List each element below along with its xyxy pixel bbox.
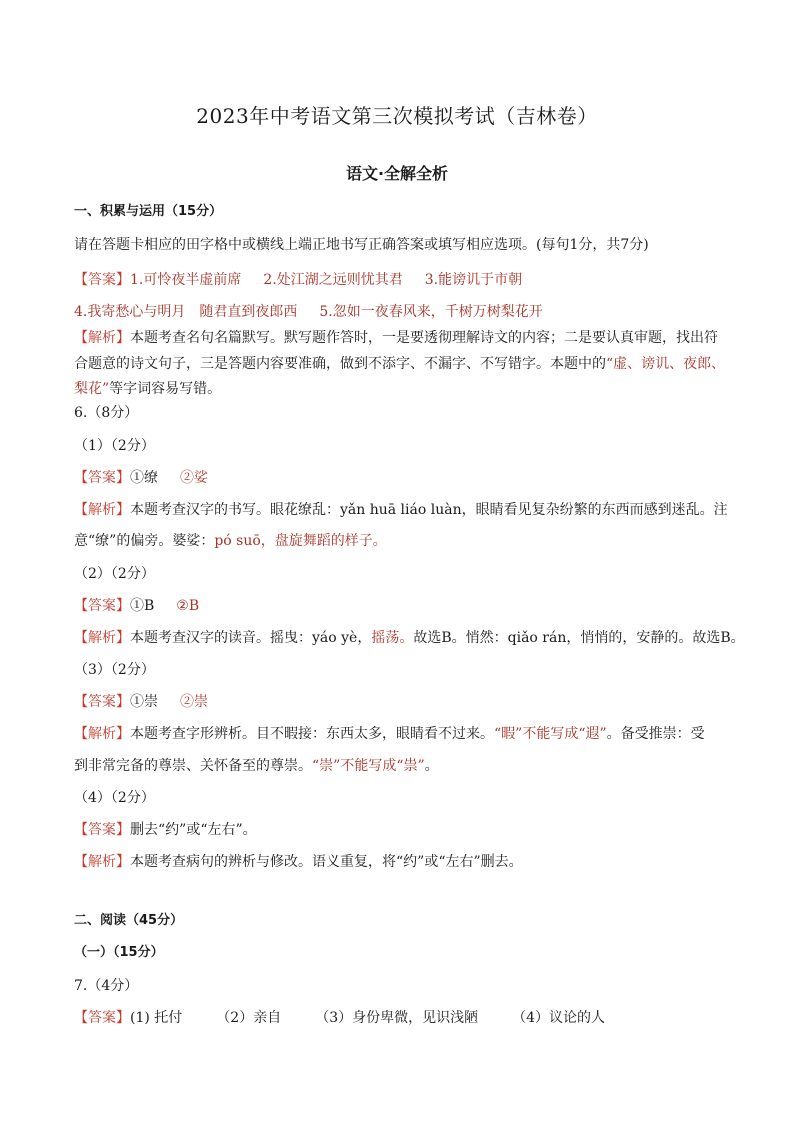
analysis-tag: 【解析】	[74, 726, 130, 742]
analysis-tag: 【解析】	[74, 630, 130, 646]
analysis-highlight: “暇”不能写成“遐”	[494, 726, 607, 742]
q7-heading: 7.（4分）	[74, 978, 139, 994]
q6-1-analysis-line1	[74, 501, 734, 519]
section1-instruction: 请在答题卡相应的田字格中或横线上端正地书写正确答案或填写相应选项。(每句1分，共7分)	[74, 237, 649, 253]
analysis-text: 意“缭”的偏旁。婆娑：	[74, 533, 215, 549]
answer-tag: 【答案】	[74, 822, 130, 838]
analysis-text: 等字词容易写错。	[109, 381, 222, 397]
q6-1-heading: （1）（2分）	[74, 438, 155, 454]
q6-3-analysis-line1	[74, 725, 734, 743]
analysis-tag: 【解析】	[74, 502, 130, 518]
section2-subheading: （一）（15分）	[74, 945, 164, 960]
answer-tag: 【答案】	[74, 694, 130, 710]
section1-analysis-line1	[74, 329, 734, 347]
answer-item: ①崇	[130, 694, 158, 710]
analysis-text: 。	[424, 758, 439, 774]
answer-item: 3.能谤讥于市朝	[424, 272, 523, 288]
analysis-text: 本题考查汉字的读音。摇曳：yáo yè，	[130, 630, 372, 646]
section1-answer-line2	[74, 303, 734, 321]
q6-2-analysis	[74, 629, 745, 647]
answer-tag: 【答案】	[74, 1010, 130, 1026]
answer-item: （2）亲自	[216, 1010, 282, 1026]
q6-heading: 6.（8分）	[74, 405, 139, 421]
q6-3-answer	[74, 693, 734, 711]
answer-item: ②B	[176, 598, 200, 614]
answer-tag: 【答案】	[74, 598, 130, 614]
answer-item: ①B	[130, 598, 155, 614]
analysis-highlight: pó suō，盘旋舞蹈的样子。	[214, 533, 387, 549]
q6-3-heading: （3）（2分）	[74, 662, 155, 678]
analysis-text: 合题意的诗文句子，三是答题内容要准确，做到不添字、不漏字、不写错字。本题中的	[74, 356, 606, 372]
analysis-highlight: 摇荡。	[371, 630, 414, 646]
analysis-text: 本题考查名句名篇默写。默写题作答时，一是要透彻理解诗文的内容；二是要认真审题，找出符	[130, 330, 718, 346]
answer-item: 4.我寄愁心与明月 随君直到夜郎西	[74, 304, 298, 320]
answer-item: （3）身份卑微，见识浅陋	[315, 1010, 479, 1026]
answer-tag: 【答案】	[74, 470, 130, 486]
section2-heading: 二、阅读（45分）	[74, 913, 184, 928]
section1-answer-line1	[74, 271, 734, 289]
answer-item: ②娑	[180, 470, 208, 486]
analysis-text: 本题考查字形辨析。目不暇接：东西太多，眼睛看不过来。	[130, 726, 494, 742]
answer-item: 1.可怜夜半虚前席	[130, 272, 242, 288]
answer-text: 删去“约”或“左右”。	[130, 822, 257, 838]
q6-4-analysis	[74, 853, 734, 871]
answer-item: （4）议论的人	[512, 1010, 606, 1026]
answer-tag: 【答案】	[74, 272, 130, 288]
answer-item: (1) 托付	[130, 1010, 183, 1026]
q6-4-heading: （4）（2分）	[74, 790, 155, 806]
q6-1-analysis-line2	[74, 532, 734, 550]
analysis-text: 故选B。悄然：qiǎo rán，悄悄的，安静的。故选B。	[413, 630, 745, 646]
page-subtitle: 语文·全解全析	[345, 164, 449, 183]
section1-analysis-line2	[74, 355, 734, 373]
q6-2-answer	[74, 597, 734, 615]
answer-item: 2.处江湖之远则忧其君	[263, 272, 403, 288]
analysis-tag: 【解析】	[74, 854, 130, 870]
answer-item: ②崇	[180, 694, 208, 710]
analysis-text: 本题考查汉字的书写。眼花缭乱：yǎn huā liáo luàn，眼睛看见复杂纷繁的东西而感到迷乱。注	[130, 502, 728, 518]
analysis-highlight: “虚、谤讥、夜郎、	[606, 356, 726, 372]
section1-heading: 一、积累与运用（15分）	[74, 204, 223, 219]
q6-1-answer	[74, 469, 734, 487]
section1-analysis-line3	[74, 380, 734, 398]
q6-2-heading: （2）（2分）	[74, 566, 155, 582]
q7-answer	[74, 1009, 734, 1027]
page-title: 2023年中考语文第三次模拟考试（吉林卷）	[196, 104, 598, 128]
answer-item: 5.忽如一夜春风来，千树万树梨花开	[319, 304, 543, 320]
q6-4-answer	[74, 821, 734, 839]
analysis-text: 到非常完备的尊崇、关怀备至的尊崇。	[74, 758, 312, 774]
analysis-highlight: 梨花”	[74, 381, 110, 397]
analysis-tag: 【解析】	[74, 330, 130, 346]
q6-3-analysis-line2	[74, 757, 734, 775]
analysis-text: 本题考查病句的辨析与修改。语义重复，将“约”或“左右”删去。	[130, 854, 523, 870]
answer-item: ①缭	[130, 470, 158, 486]
analysis-highlight: “崇”不能写成“祟”	[312, 758, 425, 774]
analysis-text: 。备受推崇：受	[606, 726, 705, 742]
